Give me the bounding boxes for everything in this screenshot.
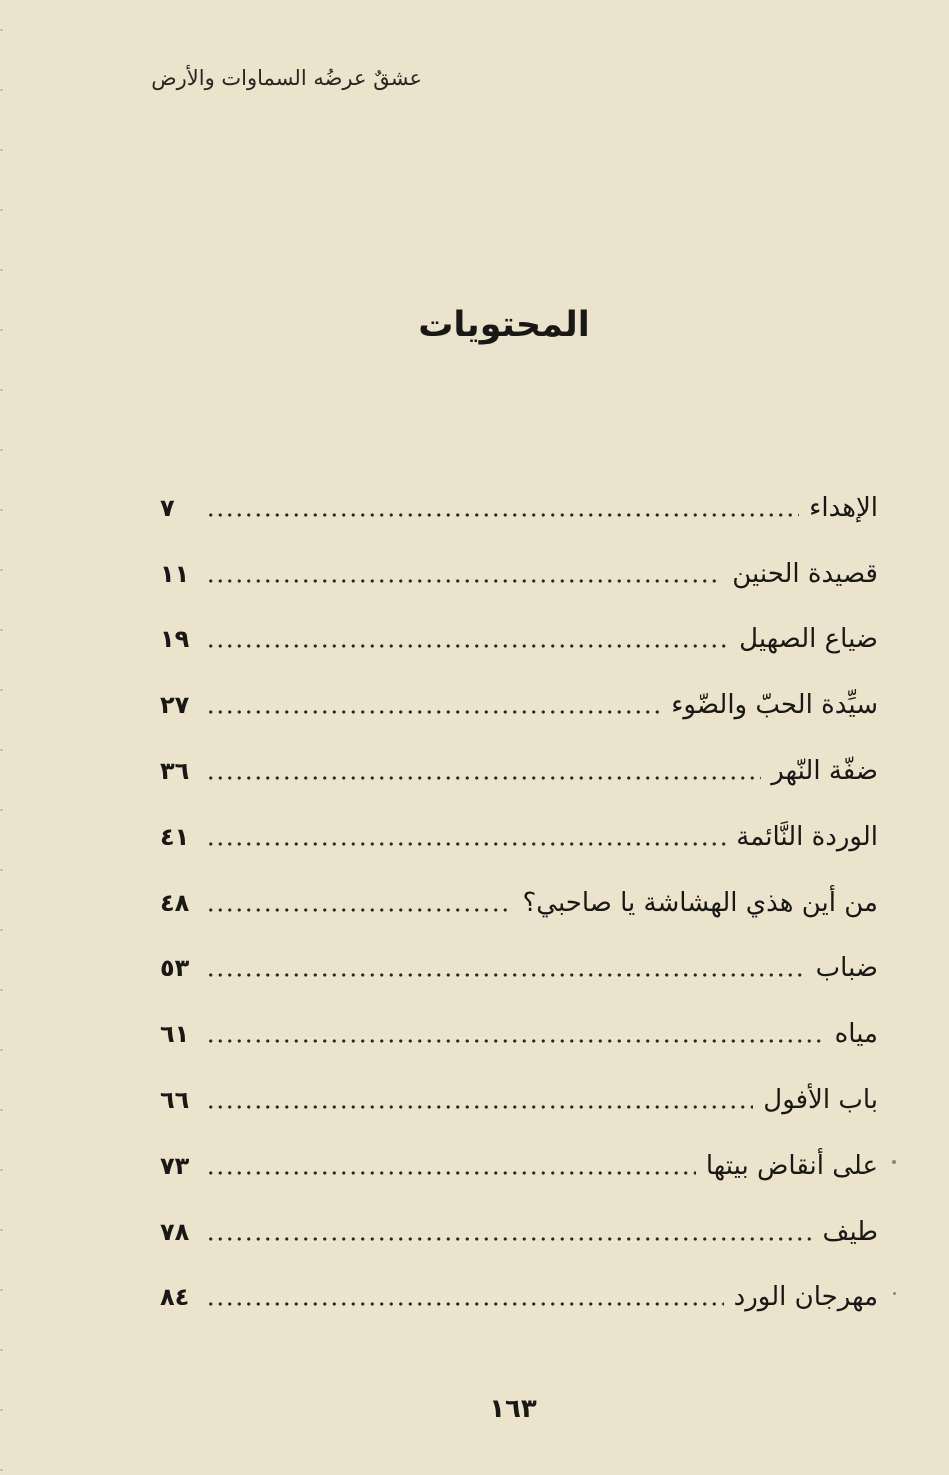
toc-entry-page: ٤١ — [160, 822, 190, 851]
toc-entry-title: مهرجان الورد — [733, 1282, 878, 1313]
toc-entry-title: طيف — [822, 1216, 878, 1247]
toc-entry-title: الوردة النَّائمة — [736, 821, 878, 852]
toc-entry — [160, 475, 878, 541]
dot-leader — [206, 1302, 724, 1306]
toc-entry-title: مياه — [834, 1019, 878, 1050]
toc-list — [160, 475, 878, 1330]
toc-entry-page: ٦٦ — [160, 1086, 190, 1115]
dot-leader — [206, 908, 512, 912]
toc-entry — [160, 541, 878, 607]
toc-title: المحتويات — [418, 305, 590, 345]
ink-speck — [893, 1292, 896, 1295]
toc-entry-page: ٤٨ — [160, 888, 190, 917]
toc-entry-title: سيِّدة الحبّ والضّوء — [671, 690, 878, 721]
running-header: عشقٌ عرضُه السماوات والأرض — [151, 66, 422, 90]
dot-leader — [206, 1171, 696, 1175]
toc-entry-title: الإهداء — [809, 492, 878, 523]
dot-leader — [206, 973, 806, 977]
toc-entry — [160, 1265, 878, 1331]
toc-entry-page: ٨٤ — [160, 1283, 190, 1312]
toc-entry-page: ٦١ — [160, 1020, 190, 1049]
toc-entry-page: ٥٣ — [160, 954, 190, 983]
dot-leader — [206, 710, 661, 714]
dot-leader — [206, 579, 722, 583]
toc-entry — [160, 672, 878, 738]
dot-leader — [206, 1105, 753, 1109]
toc-entry-page: ١١ — [160, 559, 190, 588]
toc-entry-title: ضباب — [815, 953, 878, 984]
toc-entry-title: ضفّة النّهر — [771, 756, 878, 787]
toc-entry — [160, 804, 878, 870]
toc-entry-title: ضياع الصهيل — [739, 624, 878, 655]
dot-leader — [206, 644, 729, 648]
toc-entry — [160, 738, 878, 804]
toc-entry — [160, 1199, 878, 1265]
toc-entry — [160, 607, 878, 673]
dot-leader — [206, 1039, 825, 1043]
toc-entry-title: قصيدة الحنين — [732, 558, 878, 589]
toc-entry — [160, 1001, 878, 1067]
toc-entry-page: ٣٦ — [160, 757, 190, 786]
dot-leader — [206, 1237, 813, 1241]
dot-leader — [206, 842, 726, 846]
page-number: ١٦٣ — [489, 1394, 537, 1424]
page-edge-texture — [0, 0, 3, 1475]
toc-entry-title: من أين هذي الهشاشة يا صاحبي؟ — [522, 887, 878, 918]
toc-entry — [160, 936, 878, 1002]
toc-entry-page: ٧٨ — [160, 1217, 190, 1246]
dot-leader — [206, 776, 761, 780]
toc-entry-page: ٢٧ — [160, 691, 190, 720]
toc-entry — [160, 1133, 878, 1199]
ink-speck — [892, 1160, 896, 1164]
toc-entry-page: ٧٣ — [160, 1151, 190, 1180]
toc-entry-page: ٧ — [160, 493, 175, 522]
dot-leader — [206, 513, 799, 517]
toc-entry — [160, 1067, 878, 1133]
toc-entry — [160, 870, 878, 936]
toc-entry-title: باب الأفول — [763, 1085, 878, 1116]
toc-entry-page: ١٩ — [160, 625, 190, 654]
toc-entry-title: على أنقاض بيتها — [705, 1150, 878, 1181]
